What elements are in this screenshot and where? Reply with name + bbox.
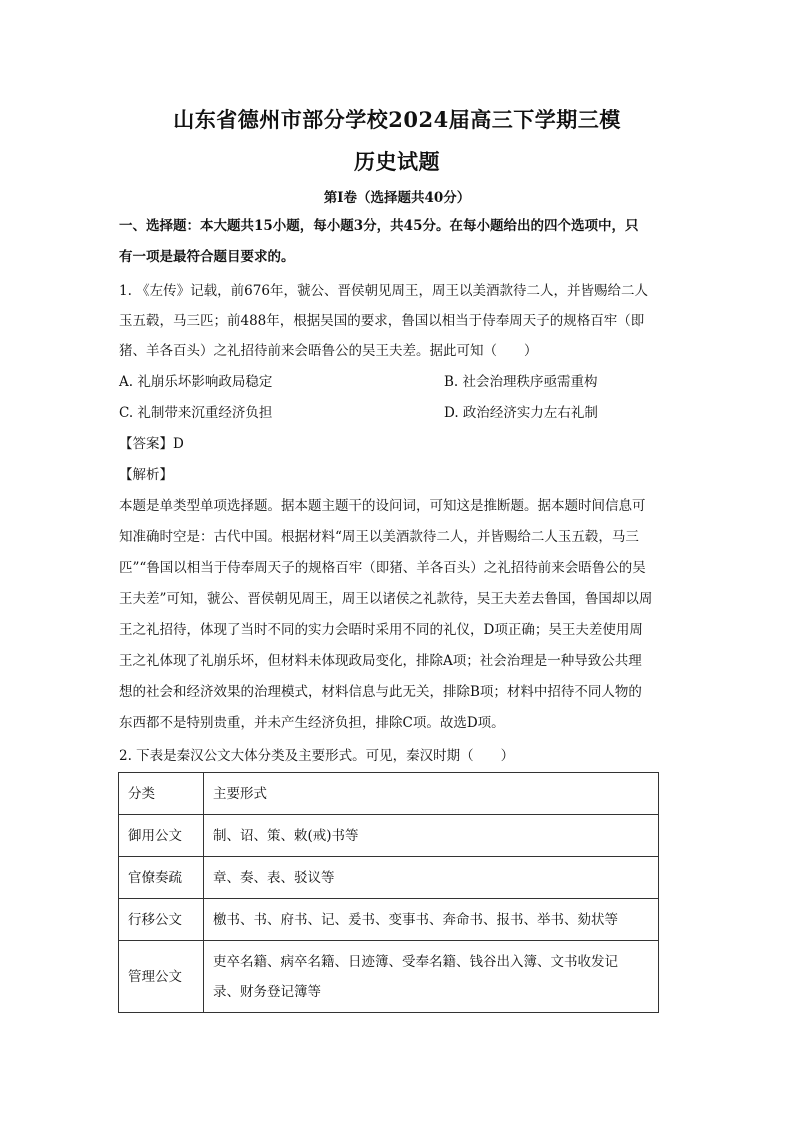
table-header-cell: 分类 xyxy=(119,773,204,815)
q1-analysis-line-5: 王之礼招待，体现了当时不同的实力会晤时采用不同的礼仪，D项正确；吴王夫差使用周 xyxy=(119,622,643,638)
table-row xyxy=(119,857,659,899)
table-cell-forms-line-1: 吏卒名籍、病卒名籍、日迹簿、受奉名籍、钱谷出入簿、文书收发记 xyxy=(213,953,618,970)
table-cell-category: 官僚奏疏 xyxy=(119,857,204,899)
q1-option-d: D. 政治经济实力左右礼制 xyxy=(444,405,598,421)
table-cell-forms: 檄书、书、府书、记、爰书、变事书、奔命书、报书、举书、劾状等 xyxy=(204,899,659,941)
q1-option-a: A. 礼崩乐坏影响政局稳定 xyxy=(119,374,273,390)
q2-stem: 2. 下表是秦汉公文大体分类及主要形式。可见，秦汉时期（ ） xyxy=(119,748,515,764)
table-header-cell: 主要形式 xyxy=(204,773,659,815)
table-cell-category: 管理公文 xyxy=(119,941,204,1013)
table-cell-forms: 制、诏、策、敕(戒)书等 xyxy=(204,815,659,857)
q1-option-c: C. 礼制带来沉重经济负担 xyxy=(119,405,273,421)
table-cell-category: 御用公文 xyxy=(119,815,204,857)
q1-analysis-line-1: 本题是单类型单项选择题。据本题主题干的设问词，可知这是推断题。据本题时间信息可 xyxy=(119,498,646,514)
table-header-row xyxy=(119,773,659,815)
table-row xyxy=(119,815,659,857)
q1-analysis-line-8: 东西都不是特别贵重，并未产生经济负担，排除C项。故选D项。 xyxy=(119,715,505,731)
q1-stem-line-2: 玉五毂，马三匹；前488年，根据吴国的要求，鲁国以相当于侍奉周天子的规格百牢（即 xyxy=(119,313,645,329)
q1-analysis-line-4: 王夫差”可知，虢公、晋侯朝见周王，周王以诸侯之礼款待，吴王夫差去鲁国，鲁国却以周 xyxy=(119,591,653,607)
q1-analysis-line-6: 王之礼体现了礼崩乐坏，但材料未体现政局变化，排除A项；社会治理是一种导致公共理 xyxy=(119,653,642,669)
q1-stem-line-1: 1. 《左传》记载，前676年，虢公、晋侯朝见周王，周王以美酒款待二人，并皆赐给二人 xyxy=(119,283,648,299)
table-cell-forms-line-2: 录、财务登记簿等 xyxy=(213,983,321,1000)
q1-analysis-line-7: 想的社会和经济效果的治理模式，材料信息与此无关，排除B项；材料中招待不同人物的 xyxy=(119,684,642,700)
q1-analysis-label: 【解析】 xyxy=(119,467,173,483)
q1-analysis-line-3: 匹”“鲁国以相当于侍奉周天子的规格百牢（即猪、羊各百头）之礼招待前来会晤鲁公的吴 xyxy=(119,560,646,576)
q1-analysis-line-2: 知准确时空是：古代中国。根据材料“周王以美酒款待二人，并皆赐给二人玉五毂，马三 xyxy=(119,529,639,545)
q1-stem-line-3: 猪、羊各百头）之礼招待前来会晤鲁公的吴王夫差。据此可知（ ） xyxy=(119,343,538,359)
table-cell-category: 行移公文 xyxy=(119,899,204,941)
q1-option-b: B. 社会治理秩序亟需重构 xyxy=(444,374,598,390)
table-cell-forms xyxy=(204,941,659,1013)
exam-title: 山东省德州市部分学校2024届高三下学期三模 xyxy=(173,107,621,132)
exam-subject: 历史试题 xyxy=(354,149,440,174)
table-row xyxy=(119,899,659,941)
instructions-line-1: 一、选择题：本大题共15小题，每小题3分，共45分。在每小题给出的四个选项中，只 xyxy=(119,218,639,234)
q2-document-table xyxy=(118,772,659,1013)
q1-answer: 【答案】D xyxy=(119,436,184,452)
table-row xyxy=(119,941,659,1013)
instructions-line-2: 有一项是最符合题目要求的。 xyxy=(119,249,295,265)
table-cell-forms: 章、奏、表、驳议等 xyxy=(204,857,659,899)
section-header: 第Ⅰ卷（选择题共40分） xyxy=(323,190,471,206)
